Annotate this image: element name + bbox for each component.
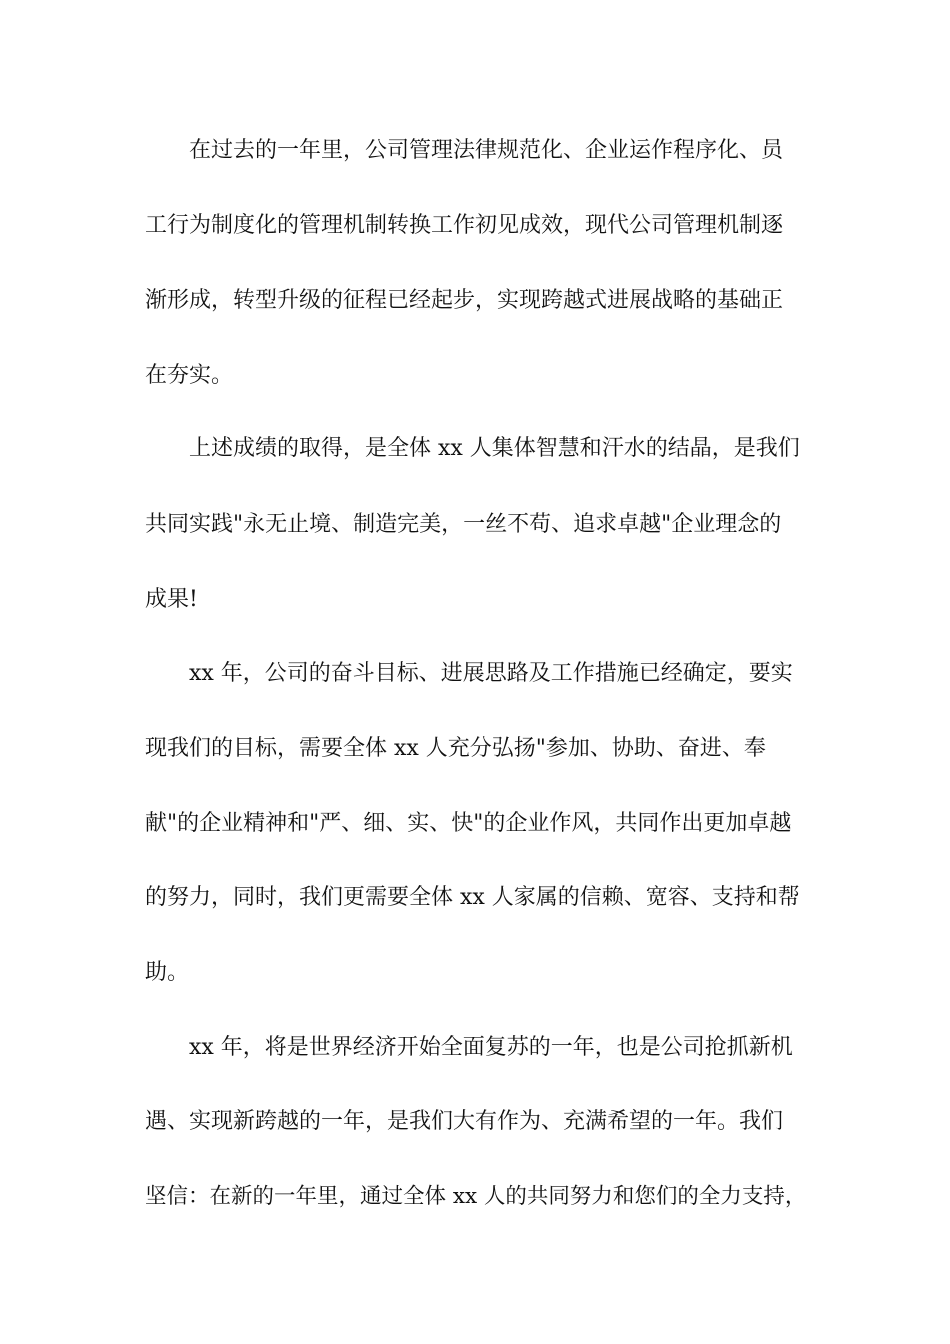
paragraph-1-line-3: 渐形成，转型升级的征程已经起步，实现跨越式进展战略的基础正 — [145, 288, 784, 313]
paragraph-3-line-1: xx 年，公司的奋斗目标、进展思路及工作措施已经确定，要实 — [189, 661, 793, 686]
paragraph-3-line-3: 献"的企业精神和"严、细、实、快"的企业作风，共同作出更加卓越 — [145, 811, 792, 836]
paragraph-4-line-3: 坚信：在新的一年里，通过全体 xx 人的共同努力和您们的全力支持， — [145, 1184, 807, 1209]
paragraph-2-line-3: 成果! — [145, 587, 198, 612]
paragraph-3-line-5: 助。 — [145, 960, 190, 985]
paragraph-1-line-2: 工行为制度化的管理机制转换工作初见成效，现代公司管理机制逐 — [145, 213, 784, 238]
paragraph-3-line-4: 的努力，同时，我们更需要全体 xx 人家属的信赖、宽容、支持和帮 — [145, 885, 800, 910]
paragraph-4-line-1: xx 年，将是世界经济开始全面复苏的一年，也是公司抢抓新机 — [189, 1035, 793, 1060]
paragraph-4-line-2: 遇、实现新跨越的一年，是我们大有作为、充满希望的一年。我们 — [145, 1109, 784, 1134]
paragraph-2-line-1: 上述成绩的取得，是全体 xx 人集体智慧和汗水的结晶，是我们 — [189, 436, 800, 461]
paragraph-2-line-2: 共同实践"永无止境、制造完美，一丝不苟、追求卓越"企业理念的 — [145, 512, 782, 537]
paragraph-3-line-2: 现我们的目标，需要全体 xx 人充分弘扬"参加、协助、奋进、奉 — [145, 736, 766, 761]
paragraph-1-line-4: 在夯实。 — [145, 363, 234, 388]
paragraph-1-line-1: 在过去的一年里，公司管理法律规范化、企业运作程序化、员 — [189, 138, 784, 163]
